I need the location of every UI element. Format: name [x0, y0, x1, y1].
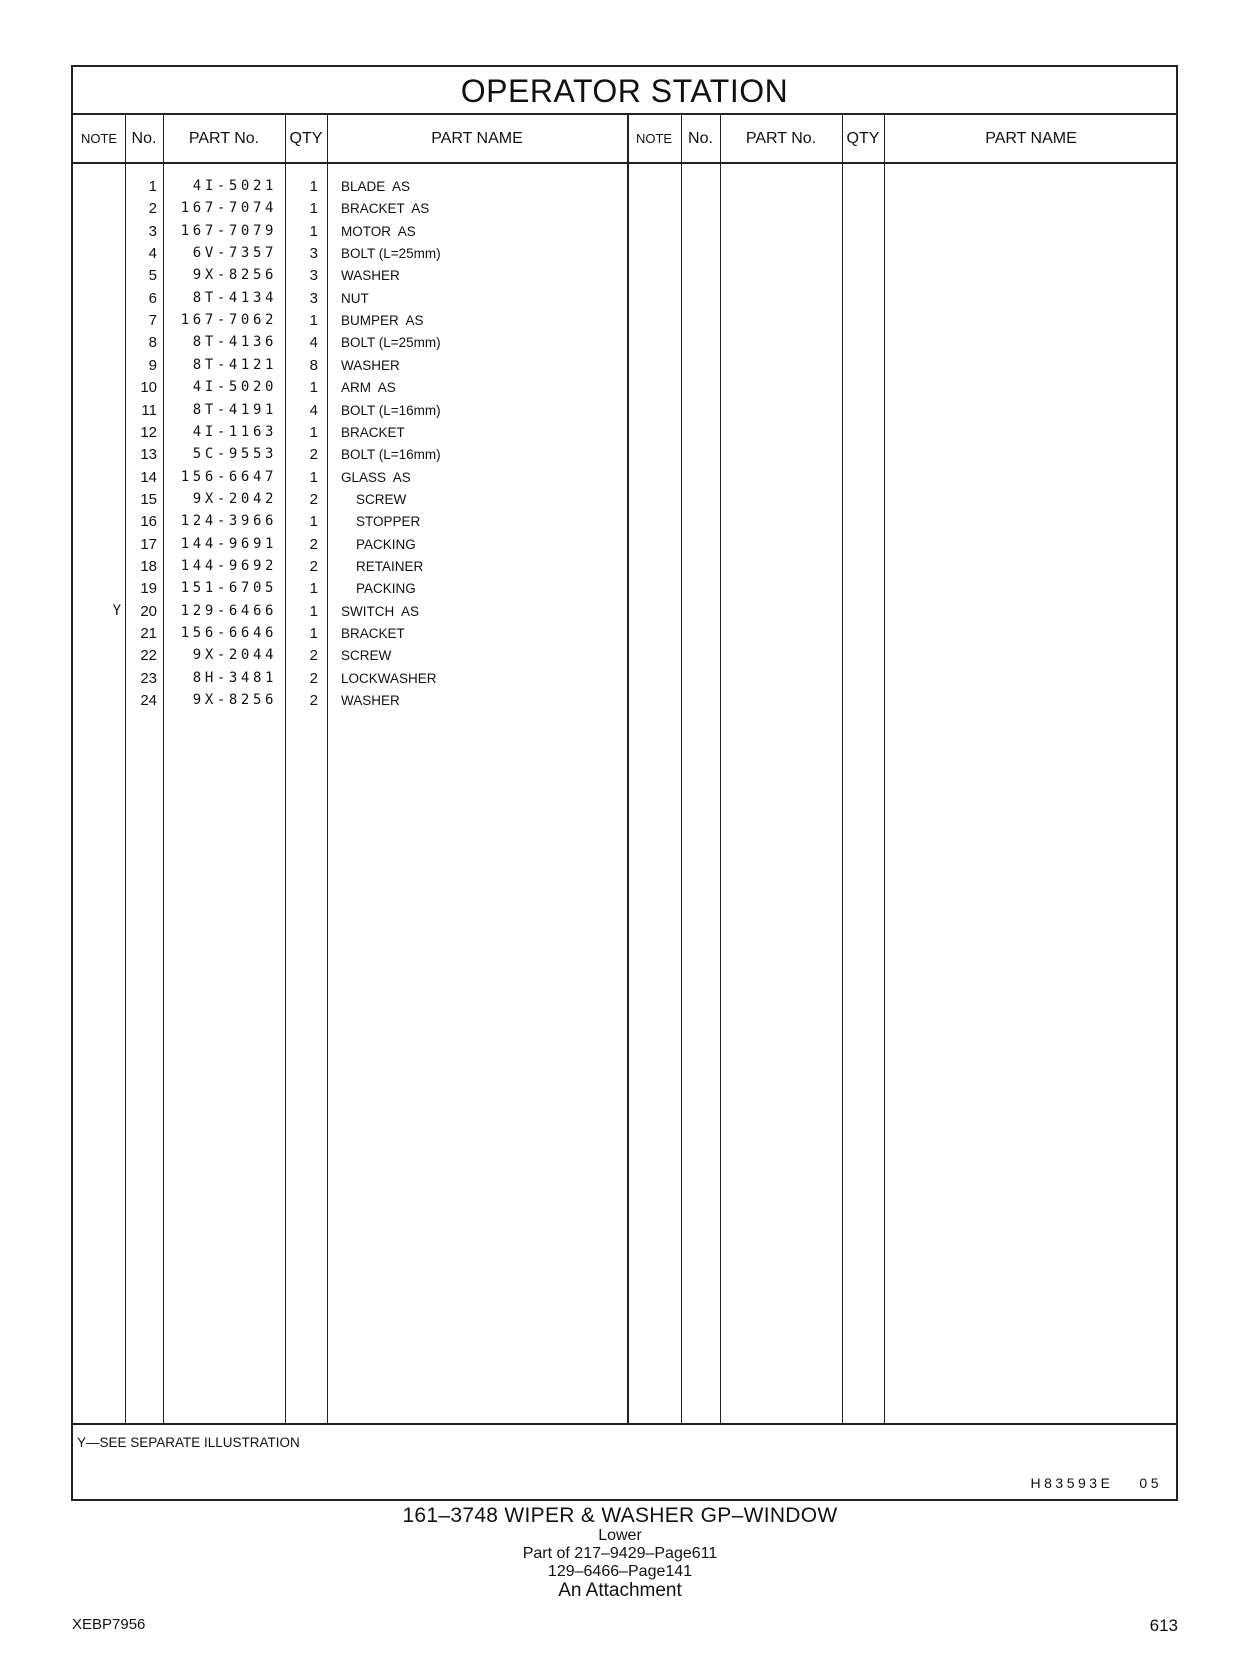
- illustration-revision: 05: [1139, 1475, 1162, 1491]
- table-row: [73, 331, 1176, 354]
- row-note: Y: [112, 602, 121, 619]
- row-part-number: 156-6646: [180, 625, 277, 641]
- row-part-name: WASHER: [341, 693, 400, 709]
- row-quantity: 2: [309, 557, 318, 575]
- row-quantity: 2: [309, 535, 318, 553]
- row-part-name: PACKING: [356, 536, 416, 552]
- header-qty-left: QTY: [289, 130, 323, 147]
- row-part-number: 8T-4121: [192, 356, 277, 373]
- row-part-number: 167-7079: [180, 222, 277, 239]
- table-row: [73, 510, 1176, 533]
- parts-table: [71, 65, 1178, 1501]
- caption-line-4: 129–6466–Page141: [547, 1563, 693, 1580]
- row-part-number: 9X-2044: [192, 647, 277, 664]
- row-quantity: 2: [309, 446, 318, 464]
- table-row: [73, 264, 1176, 287]
- caption-line-5: An Attachment: [558, 1580, 682, 1601]
- row-number: 17: [140, 535, 157, 553]
- table-row: [73, 555, 1176, 578]
- row-number: 1: [148, 178, 157, 195]
- row-part-name: BOLT (L=16mm): [341, 402, 441, 418]
- group-caption: [0, 1505, 1240, 1601]
- row-number: 6: [148, 289, 157, 307]
- illustration-code: [1031, 1475, 1162, 1491]
- row-part-name: MOTOR AS: [341, 223, 416, 239]
- row-part-name: STOPPER: [356, 514, 421, 530]
- table-row: [73, 376, 1176, 399]
- row-number: 15: [140, 490, 157, 508]
- row-number: 4: [148, 245, 157, 263]
- row-part-number: 129-6466: [180, 602, 277, 619]
- table-row: [73, 689, 1176, 712]
- table-row: [73, 354, 1176, 377]
- header-note-right: NOTE: [635, 131, 673, 146]
- row-number: 5: [148, 267, 157, 285]
- row-quantity: 2: [309, 647, 318, 665]
- row-part-number: 4I-5020: [192, 379, 277, 396]
- caption-line-3: Part of 217–9429–Page611: [522, 1545, 718, 1562]
- row-number: 22: [140, 647, 157, 665]
- row-number: 9: [148, 356, 157, 374]
- row-quantity: 1: [309, 423, 318, 441]
- table-row: [73, 287, 1176, 310]
- row-part-number: 8T-4191: [192, 401, 277, 418]
- row-part-number: 8H-3481: [192, 669, 277, 686]
- row-number: 3: [148, 222, 157, 240]
- row-part-number: 9X-8256: [192, 267, 277, 284]
- table-row: [73, 533, 1176, 556]
- row-part-number: 4I-5021: [192, 178, 277, 194]
- row-part-number: 144-9691: [180, 535, 277, 552]
- row-quantity: 1: [309, 580, 318, 598]
- row-number: 18: [140, 557, 157, 575]
- row-part-name: ARM AS: [341, 380, 396, 396]
- row-quantity: 4: [309, 401, 318, 419]
- table-row: [73, 667, 1176, 690]
- row-part-name: WASHER: [341, 268, 400, 284]
- row-quantity: 1: [309, 468, 318, 486]
- row-quantity: 1: [309, 379, 318, 397]
- row-quantity: 1: [309, 200, 318, 218]
- table-row: [73, 443, 1176, 466]
- row-part-name: SWITCH AS: [341, 603, 420, 619]
- row-number: 24: [140, 692, 157, 710]
- row-part-number: 167-7062: [180, 312, 277, 329]
- row-quantity: 3: [309, 245, 318, 263]
- row-part-number: 5C-9553: [192, 446, 277, 463]
- header-partno-left: PART No.: [188, 130, 260, 147]
- row-number: 20: [140, 602, 157, 620]
- table-row: [73, 488, 1176, 511]
- row-part-number: 8T-4136: [192, 334, 277, 351]
- table-row: [73, 399, 1176, 422]
- table-row: [73, 309, 1176, 332]
- row-part-name: SCREW: [341, 648, 392, 664]
- illustration-code-value: H83593E: [1030, 1475, 1114, 1491]
- table-row: [73, 197, 1176, 220]
- row-part-name: RETAINER: [356, 558, 424, 574]
- row-quantity: 1: [309, 513, 318, 531]
- row-number: 11: [141, 401, 157, 419]
- row-number: 23: [140, 669, 157, 687]
- row-part-number: 151-6705: [180, 580, 277, 597]
- row-part-number: 124-3966: [180, 513, 277, 530]
- row-quantity: 2: [309, 490, 318, 508]
- row-part-name: BRACKET AS: [341, 201, 430, 217]
- row-part-name: BLADE AS: [341, 179, 411, 194]
- row-quantity: 8: [309, 356, 318, 374]
- row-part-name: BOLT (L=16mm): [341, 447, 441, 463]
- row-quantity: 2: [309, 669, 318, 687]
- row-quantity: 1: [309, 222, 318, 240]
- row-part-number: 4I-1163: [192, 423, 277, 440]
- section-title: OPERATOR STATION: [73, 67, 1176, 115]
- header-divider: [73, 162, 1176, 164]
- table-row: [73, 242, 1176, 265]
- row-number: 21: [140, 625, 157, 642]
- row-part-number: 167-7074: [180, 200, 277, 217]
- row-part-number: 144-9692: [180, 557, 277, 574]
- header-partno-right: PART No.: [745, 130, 817, 147]
- row-quantity: 3: [309, 289, 318, 307]
- table-row: [73, 644, 1176, 667]
- row-number: 10: [140, 379, 157, 397]
- header-qty-right: QTY: [846, 130, 880, 147]
- table-row: [73, 577, 1176, 600]
- row-part-name: PACKING: [356, 581, 416, 597]
- table-row: [73, 220, 1176, 243]
- row-part-name: BRACKET: [341, 424, 405, 440]
- table-row: [73, 466, 1176, 489]
- row-part-number: 8T-4134: [192, 289, 277, 306]
- header-note-left: NOTE: [80, 131, 118, 146]
- row-part-number: 9X-2042: [192, 490, 277, 507]
- row-part-number: 156-6647: [180, 468, 277, 485]
- row-number: 19: [140, 580, 157, 598]
- row-part-number: 9X-8256: [192, 692, 277, 709]
- row-number: 13: [140, 446, 157, 464]
- footnote: Y—SEE SEPARATE ILLUSTRATION: [77, 1435, 300, 1450]
- row-quantity: 4: [309, 334, 318, 352]
- row-part-name: WASHER: [341, 357, 400, 373]
- page-number: 613: [1149, 1616, 1178, 1635]
- row-part-number: 6V-7357: [192, 245, 277, 262]
- row-part-name: BOLT (L=25mm): [341, 246, 441, 262]
- caption-line-2: Lower: [598, 1527, 642, 1544]
- table-row: [73, 175, 1176, 198]
- header-partname-left: PART NAME: [431, 130, 523, 147]
- table-bottom-divider: [73, 1423, 1176, 1425]
- row-quantity: 3: [309, 267, 318, 285]
- row-part-name: BUMPER AS: [341, 313, 424, 329]
- header-no-right: No.: [688, 130, 713, 147]
- header-no-left: No.: [131, 130, 157, 147]
- row-quantity: 1: [309, 312, 318, 330]
- row-part-name: BOLT (L=25mm): [341, 335, 441, 351]
- row-quantity: 1: [309, 625, 318, 642]
- row-part-name: SCREW: [356, 491, 407, 507]
- row-part-name: LOCKWASHER: [341, 670, 437, 686]
- row-number: 2: [148, 200, 157, 218]
- row-part-name: GLASS AS: [341, 469, 411, 485]
- row-number: 12: [140, 423, 157, 441]
- table-row: [73, 622, 1176, 645]
- table-row: [73, 600, 1176, 623]
- row-quantity: 1: [309, 178, 318, 195]
- row-number: 14: [140, 468, 157, 486]
- row-quantity: 1: [309, 602, 318, 620]
- row-part-name: BRACKET: [341, 626, 405, 641]
- header-partname-right: PART NAME: [985, 130, 1077, 147]
- row-part-name: NUT: [341, 290, 369, 306]
- row-number: 8: [148, 334, 157, 352]
- table-row: [73, 421, 1176, 444]
- document-id: XEBP7956: [72, 1616, 146, 1633]
- group-title: 161–3748 WIPER & WASHER GP–WINDOW: [402, 1504, 838, 1527]
- row-number: 7: [148, 312, 157, 330]
- row-number: 16: [140, 513, 157, 531]
- row-quantity: 2: [309, 692, 318, 710]
